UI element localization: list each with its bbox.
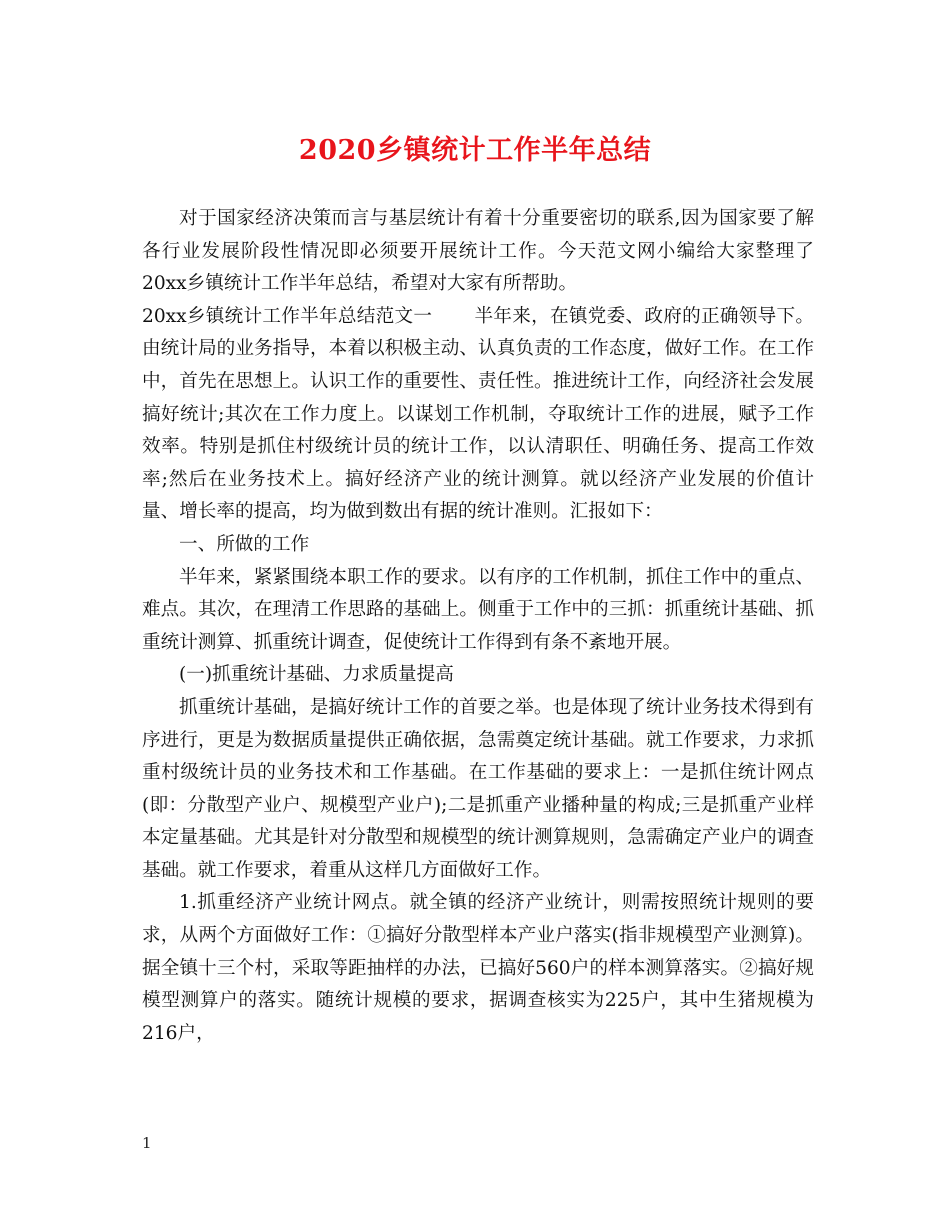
intro-paragraph: 对于国家经济决策而言与基层统计有着十分重要密切的联系,因为国家要了解各行业发展阶段性情况即必须要开展统计工作。今天范文网小编给大家整理了20xx乡镇统计工作半年总结，希望对大家有所帮助。: [142, 208, 814, 295]
subsection-paragraph: 抓重统计基础，是搞好统计工作的首要之举。也是体现了统计业务技术得到有序进行，更是为数据质量提供正确依据，急需奠定统计基础。就工作要求，力求抓重村级统计员的业务技术和工作基础。在工作基础的要求上：一是抓住统计网点(即：分散型产业户、规模型产业户);二是抓重产业播种量的构成;三是抓重产业样本定量基础。尤其是针对分散型和规模型的统计测算规则，急需确定产业户的调查基础。就工作要求，着重从这样几方面做好工作。: [142, 696, 814, 881]
subsection-heading: (一)抓重统计基础、力求质量提高: [179, 664, 454, 686]
sample-heading: 20xx乡镇统计工作半年总结范文一: [142, 305, 433, 327]
sample-body: 半年来，在镇党委、政府的正确领导下。由统计局的业务指导，本着以积极主动、认真负责的工作态度，做好工作。在工作中，首先在思想上。认识工作的重要性、责任性。推进统计工作，向经济社会发展搞好统计;其次在工作力度上。以谋划工作机制，夺取统计工作的进展，赋予工作效率。特别是抓住村级统计员的统计工作，以认清职任、明确任务、提高工作效率;然后在业务技术上。搞好经济产业的统计测算。就以经济产业发展的价值计量、增长率的提高，均为做到数出有据的统计准则。汇报如下：: [142, 305, 814, 523]
document-title: 2020乡镇统计工作半年总结: [298, 135, 652, 166]
sample-paragraph: [142, 301, 814, 529]
section-heading: 一、所做的工作: [179, 533, 310, 555]
document-body: [142, 203, 814, 1050]
section-paragraph: 半年来，紧紧围绕本职工作的要求。以有序的工作机制，抓住工作中的重点、难点。其次，在理清工作思路的基础上。侧重于工作中的三抓：抓重统计基础、抓重统计测算、抓重统计调查，促使统计工作得到有条不紊地开展。: [142, 566, 814, 653]
page-number: 1: [142, 1134, 152, 1152]
list-item-paragraph: 1.抓重经济产业统计网点。就全镇的经济产业统计，则需按照统计规则的要求，从两个方面做好工作：①搞好分散型样本产业户落实(指非规模型产业测算)。据全镇十三个村，采取等距抽样的办法，已搞好560户的样本测算落实。②搞好规模型测算户的落实。随统计规模的要求，据调查核实为225户，其中生猪规模为216户，: [142, 892, 814, 1044]
